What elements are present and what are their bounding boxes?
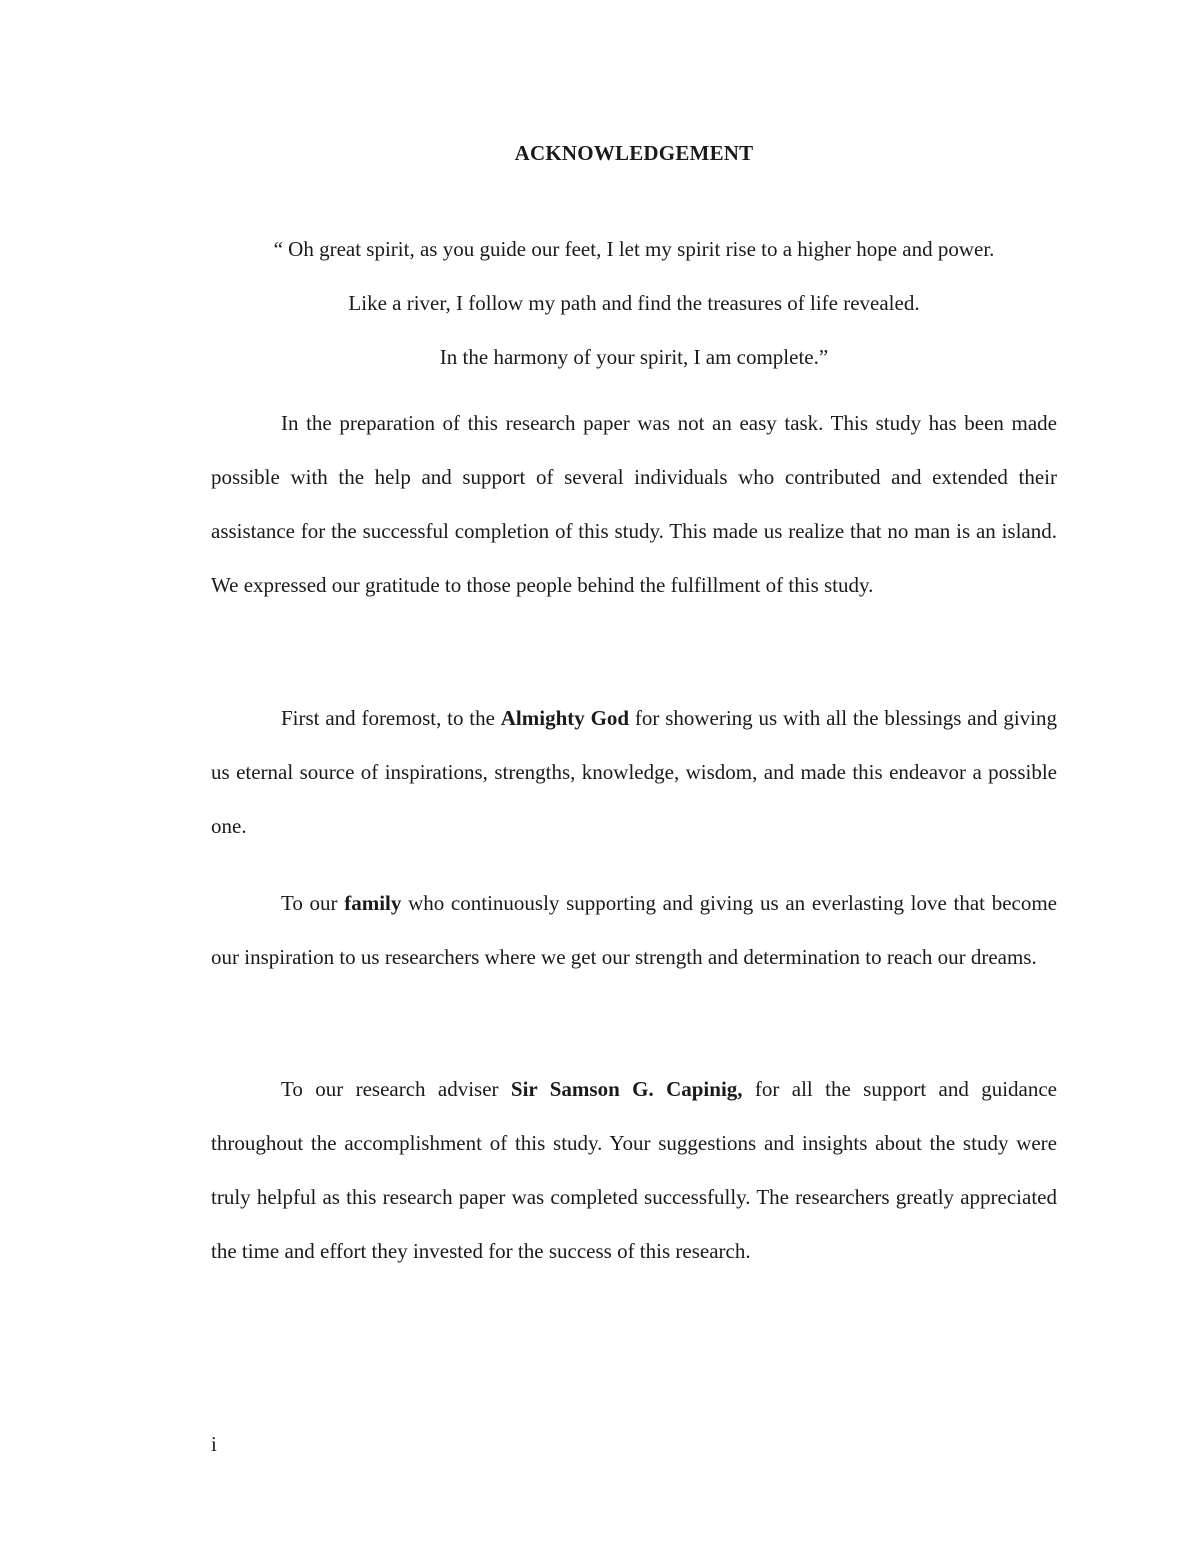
paragraph-text: To our <box>281 891 345 915</box>
paragraph-text: who continuously supporting and giving us an everlasting love that become our inspiration to us researchers where we get our strength and determination to reach our dreams. <box>211 891 1057 969</box>
page-number: i <box>211 1432 217 1456</box>
paragraph-almighty-god <box>211 691 1057 853</box>
paragraph-text: First and foremost, to the <box>281 706 501 730</box>
paragraph-emphasis: Sir Samson G. Capinig, <box>510 1077 743 1101</box>
paragraph-emphasis: family <box>344 891 402 915</box>
paragraph-text: for showering us with all the blessings and giving us eternal source of inspirations, strengths, knowledge, wisdom, and made this endeavor a possible one. <box>211 706 1057 838</box>
paragraph-adviser <box>211 1062 1057 1278</box>
paragraph-family <box>211 876 1057 984</box>
paragraph-text: for all the support and guidance throughout the accomplishment of this study. Your suggestions and insights about the study were truly helpful as this research paper was completed successfully. The researchers greatly appreciated the time and effort they invested for the success of this research. <box>211 1077 1058 1263</box>
quote-line: In the harmony of your spirit, I am complete.” <box>439 345 829 369</box>
quote-line: “ Oh great spirit, as you guide our feet, I let my spirit rise to a higher hope and power. <box>273 237 995 261</box>
paragraph-emphasis: Almighty God <box>500 706 630 730</box>
paragraph-text: In the preparation of this research paper was not an easy task. This study has been made possible with the help and support of several individuals who contributed and extended their assistance for the successful completion of this study. This made us realize that no man is an island. We expressed our gratitude to those people behind the fulfillment of this study. <box>211 411 1057 597</box>
page-title: ACKNOWLEDGEMENT <box>514 141 754 165</box>
opening-quote <box>0 222 1200 384</box>
paragraph-text: To our research adviser <box>281 1077 511 1101</box>
quote-line: Like a river, I follow my path and find the treasures of life revealed. <box>348 291 920 315</box>
paragraph-preparation <box>211 396 1057 612</box>
